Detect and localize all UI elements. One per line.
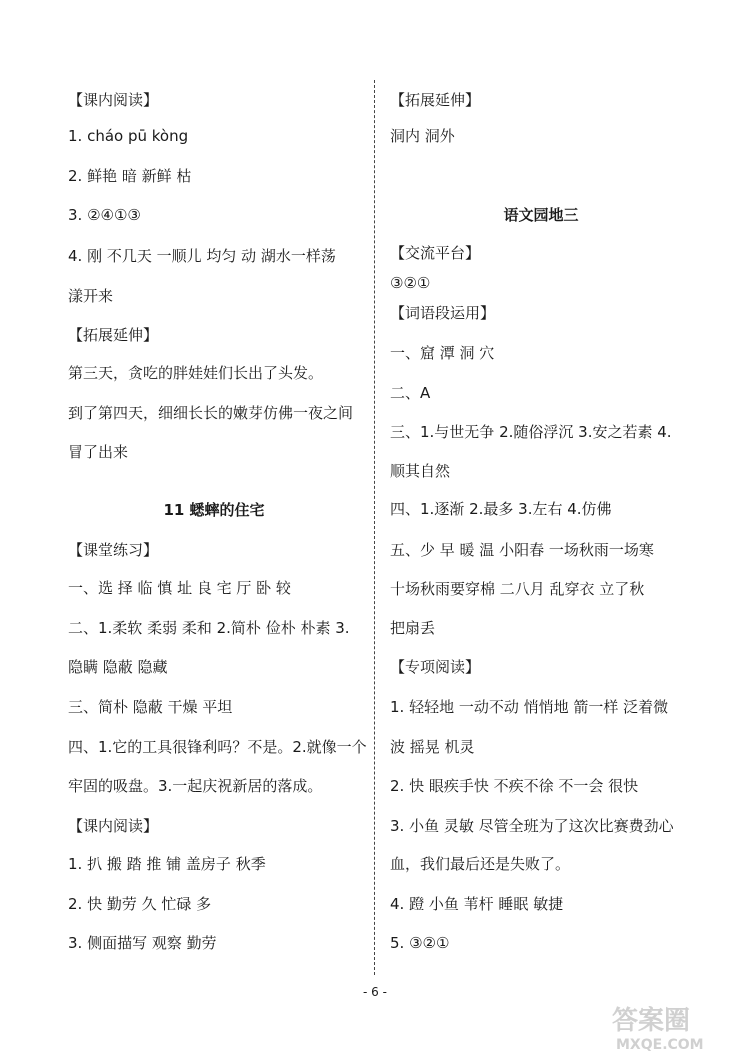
answer-line: 三、简朴 隐蔽 干燥 平坦 <box>68 698 233 716</box>
answer-line: 3. ②④①③ <box>68 206 141 224</box>
unit-title: 语文园地三 <box>503 206 579 224</box>
answer-line: 五、少 早 暖 温 小阳春 一场秋雨一场寒 <box>390 541 654 559</box>
answer-line: 一、选 择 临 慎 址 良 宅 厅 卧 较 <box>68 579 291 597</box>
answer-line: 3. 侧面描写 观察 勤劳 <box>68 934 217 952</box>
answer-line: 把扇丢 <box>390 619 436 637</box>
section-header: 【拓展延伸】 <box>68 326 159 344</box>
answer-line: 漾开来 <box>68 287 114 305</box>
answer-line: 洞内 洞外 <box>390 127 455 145</box>
answer-line: 波 摇晃 机灵 <box>390 738 475 756</box>
page-number: - 6 - <box>363 985 387 999</box>
section-header: 【词语段运用】 <box>390 304 496 322</box>
watermark-subtext: MXQE.COM <box>616 1037 704 1053</box>
lesson-title: 11 蟋蟀的住宅 <box>163 501 265 519</box>
answer-line: 1. cháo pū kòng <box>68 127 189 145</box>
answer-line: 四、1.它的工具很锋利吗？不是。2.就像一个 <box>68 738 367 756</box>
section-header: 【拓展延伸】 <box>390 91 481 109</box>
answer-line: 牢固的吸盘。3.一起庆祝新居的落成。 <box>68 777 323 795</box>
column-divider <box>374 80 375 975</box>
section-header: 【课内阅读】 <box>68 91 159 109</box>
answer-line: 第三天，贪吃的胖娃娃们长出了头发。 <box>68 364 324 382</box>
answer-line: 4. 蹬 小鱼 苇杆 睡眠 敏捷 <box>390 895 564 913</box>
section-header: 【课内阅读】 <box>68 817 159 835</box>
answer-line: 四、1.逐渐 2.最多 3.左右 4.仿佛 <box>390 500 612 518</box>
answer-line: 5. ③②① <box>390 934 450 952</box>
watermark-text: 答案圈 <box>612 1006 691 1036</box>
answer-line: 冒了出来 <box>68 443 129 461</box>
answer-line: 顺其自然 <box>390 462 451 480</box>
answer-line: 4. 刚 不几天 一顺儿 均匀 动 湖水一样荡 <box>68 247 336 265</box>
section-header: 【课堂练习】 <box>68 541 159 559</box>
watermark-logo <box>602 995 742 1055</box>
answer-line: 二、1.柔软 柔弱 柔和 2.简朴 俭朴 朴素 3. <box>68 619 350 637</box>
answer-line: 十场秋雨要穿棉 二八月 乱穿衣 立了秋 <box>390 580 645 598</box>
answer-line: 到了第四天，细细长长的嫩芽仿佛一夜之间 <box>68 404 354 422</box>
answer-line: 隐瞒 隐蔽 隐藏 <box>68 658 168 676</box>
answer-line: 2. 快 眼疾手快 不疾不徐 不一会 很快 <box>390 777 639 795</box>
answer-line: 一、窟 潭 洞 穴 <box>390 344 495 362</box>
answer-line: ③②① <box>390 274 431 292</box>
answer-line: 血，我们最后还是失败了。 <box>390 855 571 873</box>
section-header: 【专项阅读】 <box>390 658 481 676</box>
answer-line: 2. 快 勤劳 久 忙碌 多 <box>68 895 212 913</box>
answer-line: 1. 扒 搬 踏 推 铺 盖房子 秋季 <box>68 855 266 873</box>
answer-line: 1. 轻轻地 一动不动 悄悄地 箭一样 泛着微 <box>390 698 669 716</box>
answer-line: 三、1.与世无争 2.随俗浮沉 3.安之若素 4. <box>390 423 672 441</box>
answer-line: 二、A <box>390 384 431 402</box>
answer-line: 2. 鲜艳 暗 新鲜 枯 <box>68 167 192 185</box>
answer-line: 3. 小鱼 灵敏 尽管全班为了这次比赛费劲心 <box>390 817 674 835</box>
section-header: 【交流平台】 <box>390 244 481 262</box>
